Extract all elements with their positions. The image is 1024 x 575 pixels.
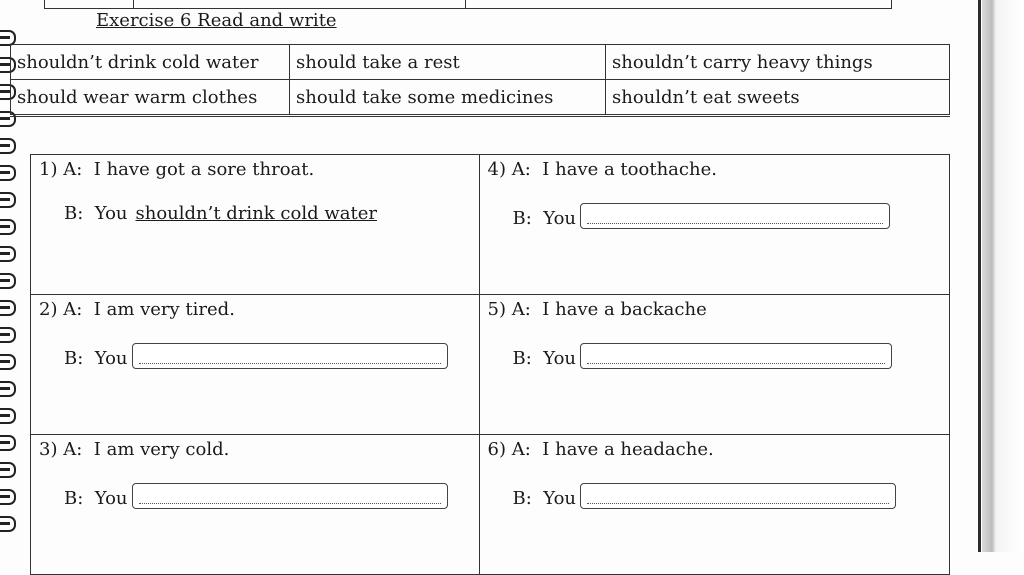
dialog-answer-line: B: You bbox=[513, 203, 891, 229]
answer-input-6[interactable] bbox=[580, 483, 896, 509]
table-row bbox=[31, 435, 950, 575]
phrase-cell: shouldn’t eat sweets bbox=[606, 80, 950, 115]
dialog-question: 6) A: I have a headache. bbox=[487, 439, 714, 460]
phrase-cell: should wear warm clothes bbox=[11, 80, 290, 115]
dialog-cell-3 bbox=[31, 435, 480, 575]
phrase-cell: shouldn’t drink cold water bbox=[11, 45, 290, 80]
dialog-answer-line: B: You shouldn’t drink cold water bbox=[64, 203, 377, 224]
dialog-cell-6 bbox=[479, 435, 949, 575]
dialog-question: 2) A: I am very tired. bbox=[39, 299, 235, 320]
phrase-table bbox=[10, 44, 950, 115]
answer-example: shouldn’t drink cold water bbox=[135, 203, 377, 224]
answer-input-2[interactable] bbox=[132, 343, 448, 369]
page-border-line bbox=[978, 0, 981, 552]
table-row bbox=[11, 80, 950, 115]
dialog-question: 1) A: I have got a sore throat. bbox=[39, 159, 315, 180]
page-edge-shadow bbox=[982, 0, 1024, 552]
dialog-cell-2 bbox=[31, 295, 480, 435]
dialog-answer-line: B: You bbox=[513, 483, 897, 509]
phrase-cell: shouldn’t carry heavy things bbox=[606, 45, 950, 80]
previous-table-edge bbox=[44, 0, 892, 9]
exercise-title: Exercise 6 Read and write bbox=[96, 10, 337, 31]
divider bbox=[10, 116, 950, 117]
answer-input-5[interactable] bbox=[580, 343, 892, 369]
dialog-question: 4) A: I have a toothache. bbox=[487, 159, 717, 180]
dialog-answer-line: B: You bbox=[64, 343, 448, 369]
answer-input-4[interactable] bbox=[580, 203, 890, 229]
dialog-question: 3) A: I am very cold. bbox=[39, 439, 230, 460]
dialog-cell-1 bbox=[31, 155, 480, 295]
dialog-cell-5 bbox=[479, 295, 949, 435]
phrase-cell: should take some medicines bbox=[290, 80, 606, 115]
answer-input-3[interactable] bbox=[132, 483, 448, 509]
dialog-table bbox=[30, 154, 950, 575]
dialog-answer-line: B: You bbox=[64, 483, 448, 509]
dialog-answer-line: B: You bbox=[513, 343, 893, 369]
dialog-question: 5) A: I have a backache bbox=[487, 299, 707, 320]
phrase-cell: should take a rest bbox=[290, 45, 606, 80]
table-row bbox=[31, 295, 950, 435]
table-row bbox=[31, 155, 950, 295]
table-row bbox=[11, 45, 950, 80]
dialog-cell-4 bbox=[479, 155, 949, 295]
